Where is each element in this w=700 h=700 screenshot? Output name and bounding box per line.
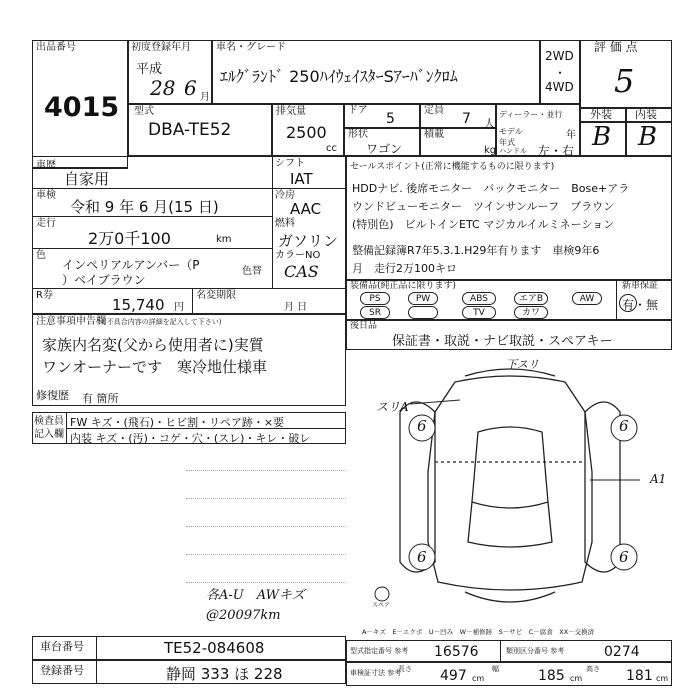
- mileage-value: 2万0千100: [88, 229, 171, 248]
- chassis-label: 車台番号: [40, 640, 84, 653]
- selling-point-line-3: (特別色) ビルトインETC マジカルイルミネーション: [352, 218, 615, 231]
- lot-number: 4015: [44, 92, 120, 123]
- equipment-label: 装備品(純正品に限ります): [350, 281, 457, 291]
- history-label: 車歴: [36, 160, 56, 171]
- note-line: [186, 554, 346, 555]
- shape-value: ワゴン: [366, 142, 403, 156]
- inspector-label-1: 検査員: [34, 416, 64, 427]
- equip-tv: TV: [462, 306, 496, 319]
- mileage-label: 走行: [36, 218, 56, 229]
- color-code-label: カラーNO: [275, 250, 321, 261]
- inspector-label-2: 記入欄: [34, 429, 64, 440]
- note-line: [186, 470, 346, 471]
- dealer-label: ディーラー・並行: [499, 110, 563, 119]
- equip-abs: ABS: [462, 292, 496, 305]
- displacement-value: 2500: [286, 123, 327, 142]
- car-windshield: [468, 502, 552, 547]
- model-year-unit: 年: [566, 130, 576, 141]
- drive-2wd: 2WD: [545, 49, 574, 63]
- ext-grade: B: [592, 122, 612, 152]
- car-diagram: [360, 352, 660, 622]
- model-year-label: モデル年式: [499, 127, 523, 147]
- handle-label: ハンドル: [499, 147, 527, 155]
- car-roof: [472, 427, 548, 508]
- inspection-value: 令和 9 年 6 月(15 日): [70, 198, 219, 216]
- expiry-unit: 月 日: [284, 302, 308, 313]
- inspection-label: 車検: [36, 190, 56, 201]
- equip-leather: カワ: [514, 306, 548, 319]
- int-label: 内装: [635, 108, 657, 121]
- height-value: 181: [626, 668, 653, 684]
- repair-value: 有 箇所: [82, 392, 119, 405]
- attachments-value: 保証書・取説・ナビ取説・スペアキー: [392, 334, 613, 349]
- width-value: 185: [538, 668, 565, 684]
- length-label: 長さ: [398, 665, 412, 673]
- doors-label: ドア: [348, 105, 368, 116]
- handle-value: 左・右: [538, 144, 575, 158]
- equip-airbag: エアB: [514, 292, 548, 305]
- equip-blank-1: [408, 306, 438, 319]
- fuel-value: ガソリン: [278, 232, 339, 250]
- selling-points-label: セールスポイント(正常に機能するものに限ります): [350, 162, 555, 172]
- color-code-value: CAS: [284, 262, 319, 281]
- expiry-label: 名変期限: [196, 290, 236, 301]
- capacity-label: 定員: [424, 105, 444, 116]
- drive-dot: ・: [554, 66, 567, 80]
- spare-label: スペア: [372, 602, 391, 609]
- selling-point-line-1: HDDナビ. 後席モニター バックモニター Bose+アラ: [352, 182, 630, 195]
- cert-value: 16576: [434, 644, 479, 660]
- notes-line-1: 家族内名変(父から使用者に)実質: [42, 336, 264, 354]
- first-reg-month: 6: [184, 76, 197, 100]
- car-body-outline: [428, 376, 592, 590]
- notes-label: 注意事項申告欄: [36, 316, 106, 327]
- diagram-right-label: A1: [650, 472, 667, 486]
- selling-point-line-2: ウンドビューモニター ツインサンルーフ ブラウン: [352, 200, 615, 213]
- color-change-label: 色替: [242, 266, 262, 277]
- first-reg-year: 28: [150, 76, 176, 100]
- history-value: 自家用: [64, 170, 110, 188]
- shift-label: シフト: [275, 158, 305, 169]
- ac-label: 冷房: [275, 190, 295, 201]
- recycle-label: R券: [36, 290, 53, 301]
- recycle-value: 15,740: [112, 296, 165, 314]
- ac-value: AAC: [290, 200, 322, 218]
- note-line: [186, 582, 346, 583]
- hand-note-2: @20097km: [206, 608, 281, 623]
- repair-label: 修復歴: [36, 389, 69, 402]
- new-car-warranty-label: 新車保証: [622, 281, 659, 291]
- note-line: [186, 498, 346, 499]
- tire-rr-value: 6: [619, 548, 629, 566]
- inspector-line-2: 内装 キズ・(汚)・コゲ・穴・(スレ)・キレ・破レ: [70, 432, 311, 445]
- ext-label: 外装: [590, 108, 612, 121]
- damage-legend: A－キズ E－エクボ U－凹み W－補修跡 S－サビ C－腐食 XX－交換済: [362, 628, 595, 636]
- class-label: 類別区分番号 参考: [506, 647, 565, 655]
- diagram-top-label: 下スリ: [506, 358, 539, 371]
- score-label: 評 価 点: [594, 40, 638, 54]
- selling-point-line-4: 整備記録簿R7年5.3.1.H29年有ります 車検9年6: [352, 244, 600, 257]
- displacement-unit: cc: [326, 143, 337, 154]
- capacity-unit: 人: [484, 117, 495, 130]
- reg-label: 登録番号: [40, 664, 84, 677]
- size-label: 車検証寸法 参考: [350, 669, 402, 677]
- displacement-label: 排気量: [276, 106, 306, 117]
- drive-4wd: 4WD: [545, 80, 574, 94]
- first-reg-era: 平成: [136, 62, 163, 77]
- car-front-bumper: [465, 592, 555, 602]
- model-grade-label: 車名・グレード: [216, 42, 286, 53]
- first-reg-label: 初度登録年月: [131, 42, 191, 53]
- height-label: 高さ: [586, 665, 600, 673]
- class-value: 0274: [604, 644, 640, 660]
- equip-aw: AW: [572, 292, 602, 305]
- shape-label: 形状: [348, 129, 368, 140]
- note-line: [186, 526, 346, 527]
- model-type-value: DBA-TE52: [148, 120, 232, 140]
- equip-ps: PS: [360, 292, 390, 305]
- width-unit: cm: [570, 674, 583, 683]
- new-car-warranty-value: 有・無: [622, 298, 659, 312]
- load-unit: kg: [484, 145, 497, 156]
- equip-sr: SR: [360, 306, 390, 319]
- equip-pw: PW: [408, 292, 438, 305]
- load-label: 積載: [424, 129, 444, 140]
- int-grade: B: [638, 122, 658, 152]
- color-value-2: ）ベイブラウン: [62, 273, 146, 287]
- lot-label: 出品番号: [36, 42, 76, 53]
- score-value: 5: [614, 62, 635, 100]
- model-type-label: 型式: [134, 106, 154, 117]
- tire-rl-value: 6: [417, 548, 427, 566]
- reg-value: 静岡 333 ほ 228: [166, 665, 283, 683]
- mileage-unit: km: [216, 234, 232, 245]
- width-label: 幅: [492, 665, 499, 673]
- recycle-unit: 円: [174, 302, 184, 313]
- fuel-label: 燃料: [275, 218, 295, 229]
- height-unit: cm: [656, 674, 669, 683]
- notes-line-2: ワンオーナーです 寒冷地仕様車: [42, 358, 268, 376]
- selling-point-line-5: 月 走行2万100キロ: [352, 262, 457, 275]
- doors-value: 5: [386, 111, 395, 127]
- length-unit: cm: [472, 674, 485, 683]
- notes-sublabel: (不具合内容の詳細を記入して下さい): [104, 318, 222, 326]
- attachments-label: 後日品: [350, 321, 378, 331]
- first-reg-month-unit: 月: [200, 92, 210, 103]
- color-label: 色: [36, 250, 46, 261]
- chassis-value: TE52-084608: [164, 639, 265, 657]
- cert-label: 型式指定番号 参考: [350, 647, 409, 655]
- shift-value: IAT: [290, 170, 313, 188]
- inspector-line-1: FW キズ・(飛石)・ヒビ割・リペア跡・×要: [70, 416, 285, 429]
- warranty-circle: [619, 294, 637, 312]
- color-value-1: インペリアルアンバー（P: [62, 258, 200, 272]
- diagram-left-label: スリA: [376, 400, 409, 414]
- spare-tire: [375, 587, 389, 601]
- hand-note-1: 各A-U AWキズ: [206, 588, 305, 603]
- tire-fl-value: 6: [417, 417, 427, 435]
- length-value: 497: [440, 668, 467, 684]
- capacity-value: 7: [462, 111, 471, 127]
- model-grade-value: ｴﾙｸﾞﾗﾝﾄﾞ 250ﾊｲｳｪｲｽﾀｰSｱｰﾊﾞﾝｸﾛﾑ: [220, 67, 458, 86]
- tire-fr-value: 6: [619, 417, 629, 435]
